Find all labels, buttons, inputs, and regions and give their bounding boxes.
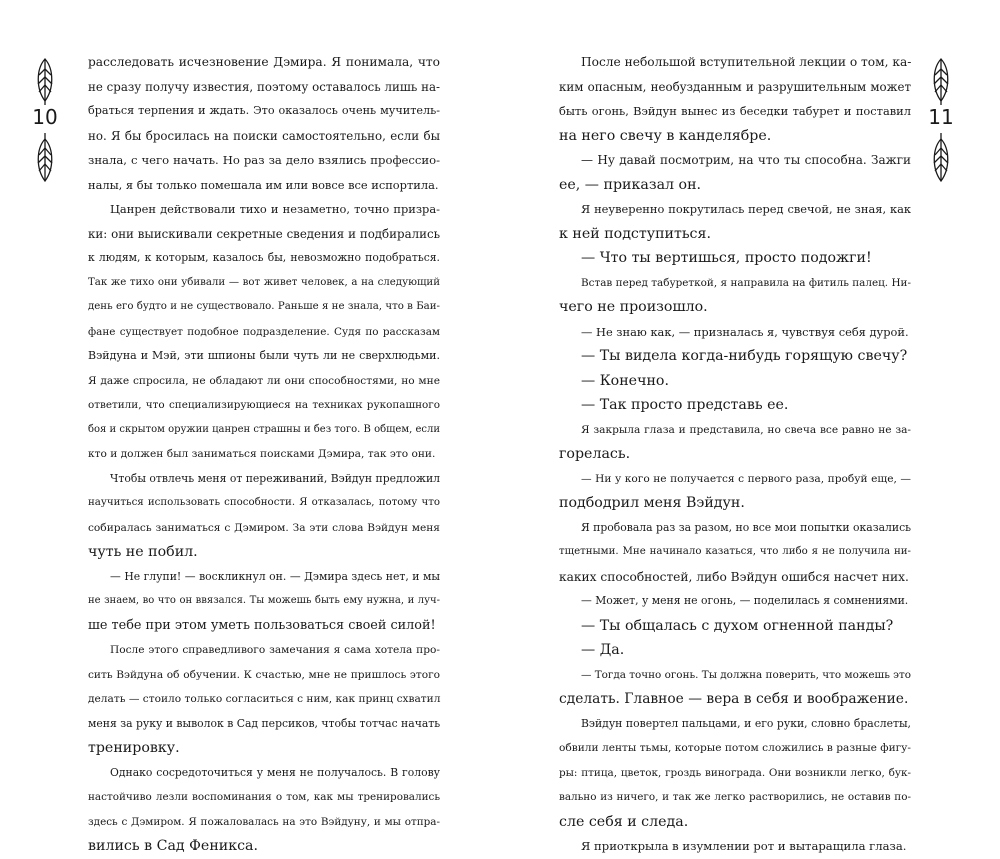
text-line: расследовать исчезновение Дэмира. Я понимала, что <box>88 55 440 69</box>
text-line: ким опасным, необузданным и разрушительным может <box>559 79 911 94</box>
text-line: меня за руку и выволок в Сад персиков, чтобы тотчас начать <box>88 716 441 730</box>
left-page-text <box>88 50 440 859</box>
text-line: кто и должен был заниматься поисками Дэмира, так это они. <box>88 448 436 460</box>
text-line: — Ты общалась с духом огненной панды? <box>581 617 894 634</box>
text-line: не сразу получу известия, поэтому оставалось лишь на- <box>88 79 440 94</box>
text-line: вились в Сад Феникса. <box>88 838 259 854</box>
text-line: каких способностей, либо Вэйдун ошибся насчет них. <box>559 569 909 584</box>
text-line: браться терпения и ждать. Это оказалось очень мучитель- <box>88 104 440 117</box>
text-line: — Да. <box>581 642 625 658</box>
text-line: вально из ничего, и так же легко растворились, не оставив по- <box>559 791 911 803</box>
text-line: тщетными. Мне начинало казаться, что либо я не получила ни- <box>559 546 911 557</box>
text-line: Встав перед табуреткой, я направила на фитиль палец. Ни- <box>581 276 911 289</box>
text-line: ры: птица, цветок, гроздь винограда. Они возникли легко, бук- <box>559 766 911 779</box>
text-line: на него свечу в канделябре. <box>559 127 772 144</box>
text-line: ответили, что специализирующиеся на техниках рукопашного <box>88 399 440 411</box>
text-line: но. Я бы бросилась на поиски самостоятельно, если бы <box>88 128 440 143</box>
text-line: Я закрыла глаза и представила, но свеча все равно не за- <box>581 423 911 436</box>
text-line: день его будто и не существовало. Раньше я не знала, что в Баи- <box>88 301 440 312</box>
text-line: сить Вэйдуна об обучении. К счастью, мне не пришлось этого <box>88 668 440 681</box>
text-line: боя и скрытом оружии цанрен страшны и без того. В общем, если <box>88 423 440 435</box>
text-line: После этого справедливого замечания я сама хотела про- <box>110 644 440 656</box>
text-line: — Что ты вертишься, просто подожги! <box>581 250 872 266</box>
text-line: — Ну давай посмотрим, на что ты способна. Зажги <box>581 153 911 167</box>
text-line: здесь с Дэмиром. Я пожаловалась на это Вэйдуну, и мы отпра- <box>88 815 440 828</box>
text-line: к ней подступиться. <box>559 225 711 242</box>
text-line: обвили ленты тьмы, которые потом сложились в разные фигу- <box>559 742 911 754</box>
text-line: фане существует подобное подразделение. Судя по рассказам <box>88 325 440 338</box>
text-line: — Может, у меня не огонь, — поделилась я сомнениями. <box>581 594 909 607</box>
text-line: Я даже спросила, не обладают ли они способностями, но мне <box>88 374 440 387</box>
text-line: После небольшой вступительной лекции о том, ка- <box>581 55 912 69</box>
text-line: Так же тихо они убивали — вот живет человек, а на следующий <box>88 276 440 288</box>
page-number: 10 <box>22 105 68 129</box>
text-line: — Ни у кого не получается с первого раза, пробуй еще, — <box>581 472 911 485</box>
text-line: — Не глупи! — воскликнул он. — Дэмира здесь нет, и мы <box>110 569 440 583</box>
text-line: — Не знаю как, — призналась я, чувствуя себя дурой. <box>581 324 909 339</box>
text-line: не знаем, во что он ввязался. Ты можешь быть ему нужна, и луч- <box>88 595 440 606</box>
page-number: 11 <box>918 105 964 129</box>
text-line: — Так просто представь ее. <box>581 397 789 413</box>
text-line: научиться использовать способности. Я отказалась, потому что <box>88 497 440 508</box>
text-line: делать — стоило только согласиться с ним, как принц схватил <box>88 693 441 705</box>
text-line: ше тебе при этом уметь пользоваться своей силой! <box>88 617 436 633</box>
text-line: собиралась заниматься с Дэмиром. За эти слова Вэйдун меня <box>88 521 440 534</box>
text-line: чуть не побил. <box>88 544 198 560</box>
text-line: быть огонь, Вэйдун вынес из беседки табурет и поставил <box>559 104 911 118</box>
text-line: — Тогда точно огонь. Ты должна поверить, что можешь это <box>581 668 911 681</box>
text-line: Я приоткрыла в изумлении рот и вытаращила глаза. <box>581 839 907 853</box>
text-line: подбодрил меня Вэйдун. <box>559 495 745 511</box>
text-line: Однако сосредоточиться у меня не получалось. В голову <box>110 765 440 779</box>
text-line: знала, с чего начать. Но раз за дело взялись профессио- <box>88 153 440 167</box>
text-line: Чтобы отвлечь меня от переживаний, Вэйдун предложил <box>110 471 441 485</box>
text-line: сле себя и следа. <box>559 813 689 830</box>
right-page-text <box>559 50 911 859</box>
text-line: чего не произошло. <box>559 299 708 315</box>
text-line: — Ты видела когда-нибудь горящую свечу? <box>581 348 908 364</box>
text-line: Вэйдуна и Мэй, эти шпионы были чуть ли не сверхлюдьми. <box>88 349 440 362</box>
text-line: Цанрен действовали тихо и незаметно, точно призра- <box>110 202 440 216</box>
text-line: — Конечно. <box>581 372 669 389</box>
text-line: тренировку. <box>88 740 180 756</box>
text-line: Я неуверенно покрутилась перед свечой, не зная, как <box>581 202 911 216</box>
text-line: ее, — приказал он. <box>559 176 702 193</box>
text-line: Я пробовала раз за разом, но все мои попытки оказались <box>581 520 911 534</box>
text-line: Вэйдун повертел пальцами, и его руки, словно браслеты, <box>581 716 911 730</box>
text-line: сделать. Главное — вера в себя и воображение. <box>559 691 909 707</box>
text-line: горелась. <box>559 446 631 462</box>
text-line: ки: они выискивали секретные сведения и подбирались <box>88 226 440 241</box>
text-line: к людям, к которым, казалось бы, невозможно подобраться. <box>88 251 440 264</box>
text-line: настойчиво лезли воспоминания о том, как мы тренировались <box>88 791 440 803</box>
text-line: налы, я бы только помешала им или вовсе все испортила. <box>88 177 439 192</box>
